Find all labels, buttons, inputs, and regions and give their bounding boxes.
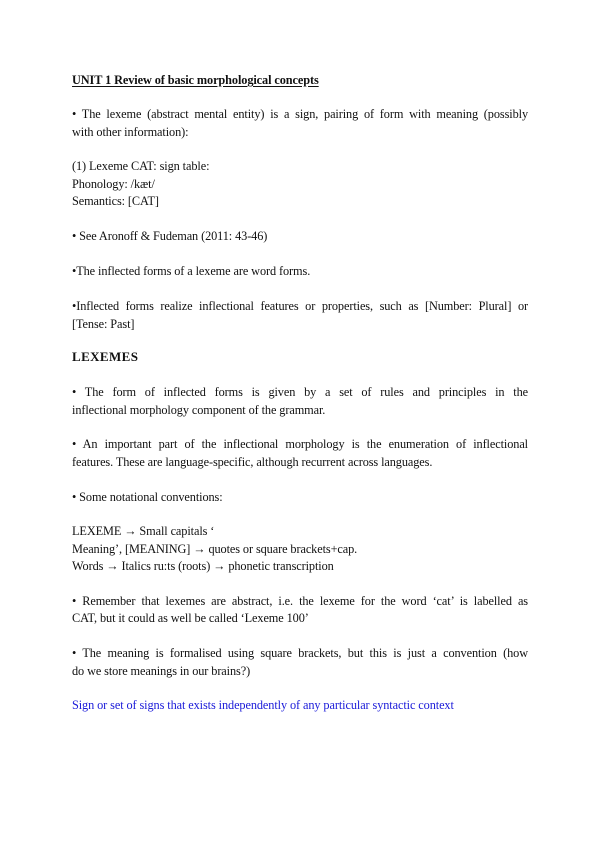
remember-line-1: • Remember that lexemes are abstract, i.e. the lexeme for the word ‘cat’ is labelled as: [72, 594, 528, 608]
sign-table-caption: (1) Lexeme CAT: sign table:: [72, 159, 210, 173]
convention-line-2: Meaning’, [MEANING] → quotes or square brackets+cap.: [72, 542, 358, 556]
lexeme-bullet-line-2: with other information):: [72, 125, 189, 139]
remember-line-2: CAT, but it could as well be called ‘Lexeme 100’: [72, 611, 309, 625]
meaning-formalised-line-1: • The meaning is formalised using square brackets, but this is just a convention (how: [72, 646, 528, 660]
inflected-realize-line-2: [Tense: Past]: [72, 317, 135, 331]
form-rules-line-2: inflectional morphology component of the grammar.: [72, 403, 326, 417]
enumeration-line-1: • An important part of the inflectional morphology is the enumeration of inflectional: [72, 437, 528, 451]
inflected-forms-bullet: •The inflected forms of a lexeme are word forms.: [72, 264, 311, 278]
lexeme-definition: Sign or set of signs that exists independently of any particular syntactic context: [72, 698, 454, 712]
sign-table-semantics: Semantics: [CAT]: [72, 194, 159, 208]
inflected-realize-line-1: •Inflected forms realize inflectional features or properties, such as [Number: Plural] or: [72, 299, 528, 313]
conventions-intro: • Some notational conventions:: [72, 490, 223, 504]
sign-table-phonology: Phonology: /kæt/: [72, 177, 155, 191]
convention-line-1: LEXEME → Small capitals ‘: [72, 524, 215, 538]
form-rules-line-1: • The form of inflected forms is given by a set of rules and principles in the: [72, 385, 528, 399]
see-reference: • See Aronoff & Fudeman (2011: 43-46): [72, 229, 268, 243]
unit-title: UNIT 1 Review of basic morphological concepts: [72, 73, 319, 87]
lexeme-bullet-line-1: • The lexeme (abstract mental entity) is a sign, pairing of form with meaning (possibly: [72, 107, 528, 121]
enumeration-line-2: features. These are language-specific, although recurrent across languages.: [72, 455, 433, 469]
convention-line-3: Words → Italics ru:ts (roots) → phonetic transcription: [72, 559, 334, 573]
meaning-formalised-line-2: do we store meanings in our brains?): [72, 664, 251, 678]
section-heading-lexemes: LEXEMES: [72, 349, 139, 364]
